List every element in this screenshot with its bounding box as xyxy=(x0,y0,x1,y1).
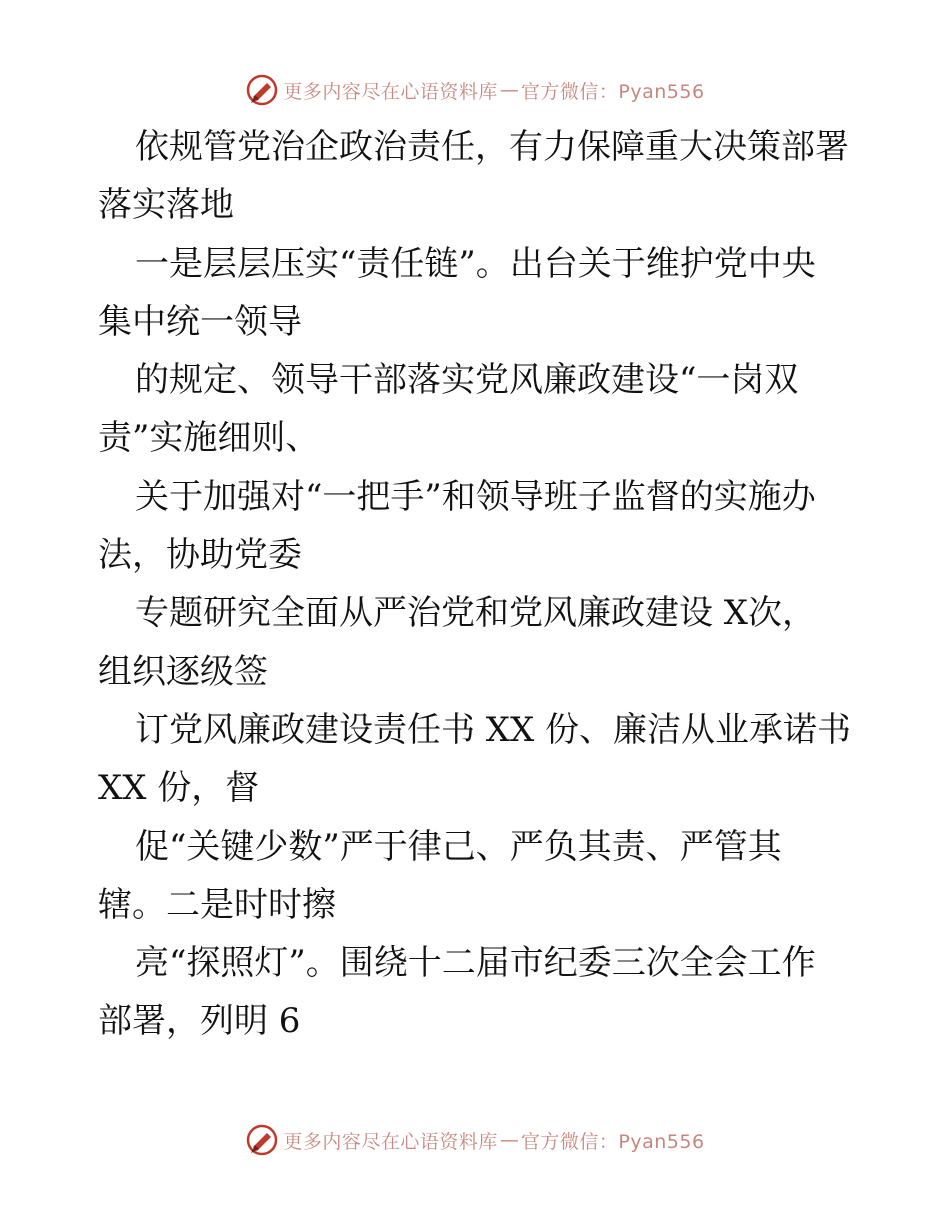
footer-watermark xyxy=(0,1120,950,1160)
body-line: 亮“探照灯”。围绕十二届市纪委三次全会工作 xyxy=(135,943,816,984)
pen-logo-icon xyxy=(245,1123,279,1157)
body-line: 责”实施细则、 xyxy=(98,418,320,459)
header-watermark xyxy=(0,70,950,110)
body-line: 辖。二是时时擦 xyxy=(98,884,336,925)
watermark-text: 更多内容尽在心语资料库 xyxy=(283,1130,498,1153)
body-line: 专题研究全面从严治党和党风廉政建设 X次， xyxy=(135,593,817,634)
body-line: 促“关键少数”严于律己、严负其责、严管其 xyxy=(135,826,782,867)
watermark-text: 更多内容尽在心语资料库 xyxy=(283,80,498,103)
body-line: 一是层层压实“责任链”。出台关于维护党中央 xyxy=(135,243,816,284)
body-line: 的规定、领导干部落实党风廉政建设“一岗双 xyxy=(135,360,799,401)
body-line: XX 份，督 xyxy=(98,768,260,809)
body-line: 法，协助党委 xyxy=(98,535,302,576)
document-body xyxy=(98,118,858,1051)
body-line: 关于加强对“一把手”和领导班子监督的实施办 xyxy=(135,476,816,517)
watermark-contact: 官方微信：Pyan556 xyxy=(520,80,705,103)
body-line: 订党风廉政建设责任书 XX 份、廉洁从业承诺书 xyxy=(135,709,852,750)
body-line: 落实落地 xyxy=(98,185,234,226)
body-line: 组织逐级签 xyxy=(98,651,268,692)
body-line: 集中统一领导 xyxy=(98,301,302,342)
pen-logo-icon xyxy=(245,73,279,107)
body-line: 依规管党治企政治责任，有力保障重大决策部署 xyxy=(135,127,849,167)
body-line: 部署，列明 6 xyxy=(98,1001,301,1042)
watermark-dash: — xyxy=(499,1129,519,1151)
watermark-dash: — xyxy=(499,79,519,101)
watermark-contact: 官方微信：Pyan556 xyxy=(520,1130,705,1153)
